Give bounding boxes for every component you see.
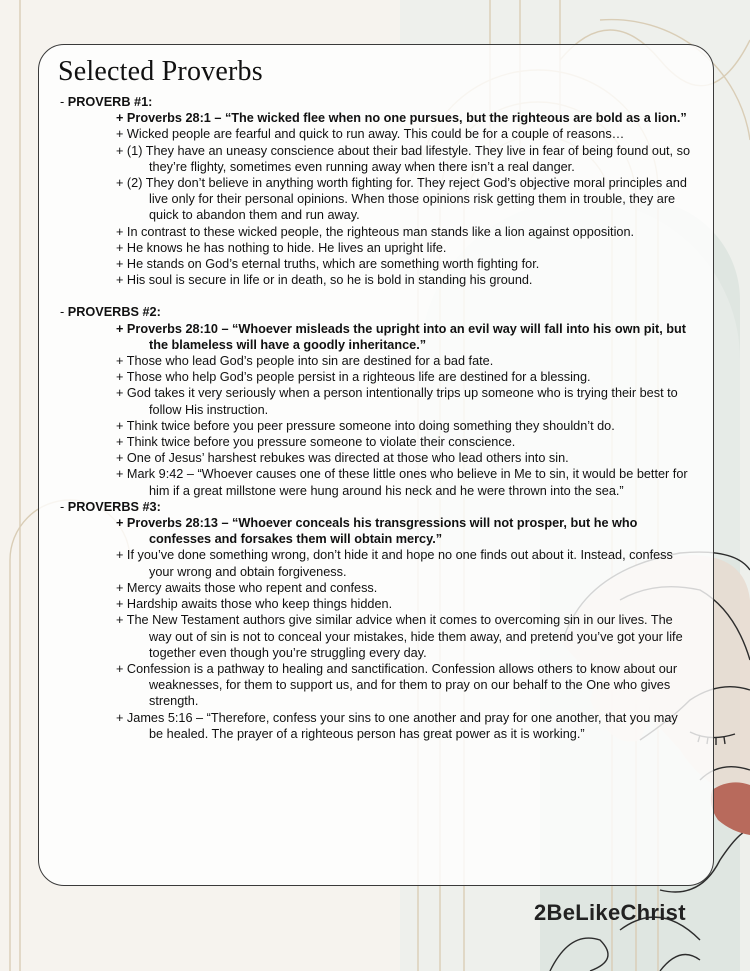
list-item: + Mercy awaits those who repent and confess. <box>116 580 378 595</box>
brand-logo: 2BeLikeChrist <box>534 900 686 925</box>
section-dash: - <box>60 95 68 109</box>
list-item: + Mark 9:42 – “Whoever causes one of these little ones who believe in Me to sin, it would be better for him if a great millstone were hung around his neck and he were thrown into the sea.” <box>116 467 688 498</box>
list-item: + Think twice before you peer pressure someone into doing something they shouldn’t do. <box>116 418 615 433</box>
section-heading-proverb-2 <box>60 304 692 320</box>
section-heading-proverb-1 <box>60 94 692 110</box>
list-item: + Wicked people are fearful and quick to run away. This could be for a couple of reasons… <box>116 127 625 142</box>
list-item: + The New Testament authors give similar advice when it comes to overcoming sin in our lives. The way out of sin is not to conceal your mistakes, hide them away, and pretend you’ve got your life together even though you’re struggling every day. <box>116 613 683 660</box>
section-heading-text: PROVERBS #3: <box>67 499 161 514</box>
list-item: + (1) They have an uneasy conscience about their bad lifestyle. They live in fear of being found out, so they’re flighty, sometimes even running away when there isn’t a real danger. <box>116 143 690 174</box>
list-item: + He knows he has nothing to hide. He lives an upright life. <box>116 240 447 255</box>
page-title: Selected Proverbs <box>58 56 263 87</box>
list-item: + Confession is a pathway to healing and sanctification. Confession allows others to know about our weaknesses, for them to support us, and for them to pray on our behalf to the One who gives strength. <box>116 661 678 709</box>
list-item: + God takes it very seriously when a person intentionally trips up someone who is trying their best to follow His instruction. <box>116 386 678 417</box>
section-dash: - <box>60 499 68 514</box>
list-item: + His soul is secure in life or in death, so he is bold in standing his ground. <box>116 273 533 288</box>
list-item: + Think twice before you pressure someone to violate their conscience. <box>116 435 516 450</box>
section-heading-proverb-3 <box>60 499 692 515</box>
list-item: + Hardship awaits those who keep things hidden. <box>116 597 393 612</box>
list-item: + In contrast to these wicked people, the righteous man stands like a lion against opposition. <box>116 224 635 239</box>
section-heading-text: PROVERB #1: <box>67 95 153 109</box>
list-item: + One of Jesus’ harshest rebukes was directed at those who lead others into sin. <box>116 451 569 466</box>
list-item: + Those who lead God’s people into sin are destined for a bad fate. <box>116 354 494 369</box>
list-item: + (2) They don’t believe in anything worth fighting for. They reject God’s objective moral principles and live only for their personal opinions. When those opinions risk getting them in trouble, they are quick to abandon them and run away. <box>116 176 687 223</box>
list-item: + If you’ve done something wrong, don’t hide it and hope no one finds out about it. Instead, confess your wrong and obtain forgiveness. <box>116 548 673 579</box>
list-item: + Proverbs 28:10 – “Whoever misleads the upright into an evil way will fall into his own pit, but the blameless will have a goodly inheritance.” <box>116 321 686 352</box>
section-dash: - <box>60 305 68 320</box>
list-item: + Proverbs 28:13 – “Whoever conceals his transgressions will not prosper, but he who confesses and forsakes them will obtain mercy.” <box>116 516 638 547</box>
list-item: + Proverbs 28:1 – “The wicked flee when no one pursues, but the righteous are bold as a lion.” <box>116 111 687 126</box>
section-heading-text: PROVERBS #2: <box>67 305 161 320</box>
list-item: + He stands on God’s eternal truths, which are something worth fighting for. <box>116 257 540 272</box>
list-item: + James 5:16 – “Therefore, confess your sins to one another and pray for one another, that you may be healed. The prayer of a righteous person has great power as it is working.” <box>116 710 678 741</box>
section-spacer <box>60 288 692 304</box>
list-item: + Those who help God’s people persist in a righteous life are destined for a blessing. <box>116 370 591 385</box>
proverbs-content <box>60 94 692 742</box>
